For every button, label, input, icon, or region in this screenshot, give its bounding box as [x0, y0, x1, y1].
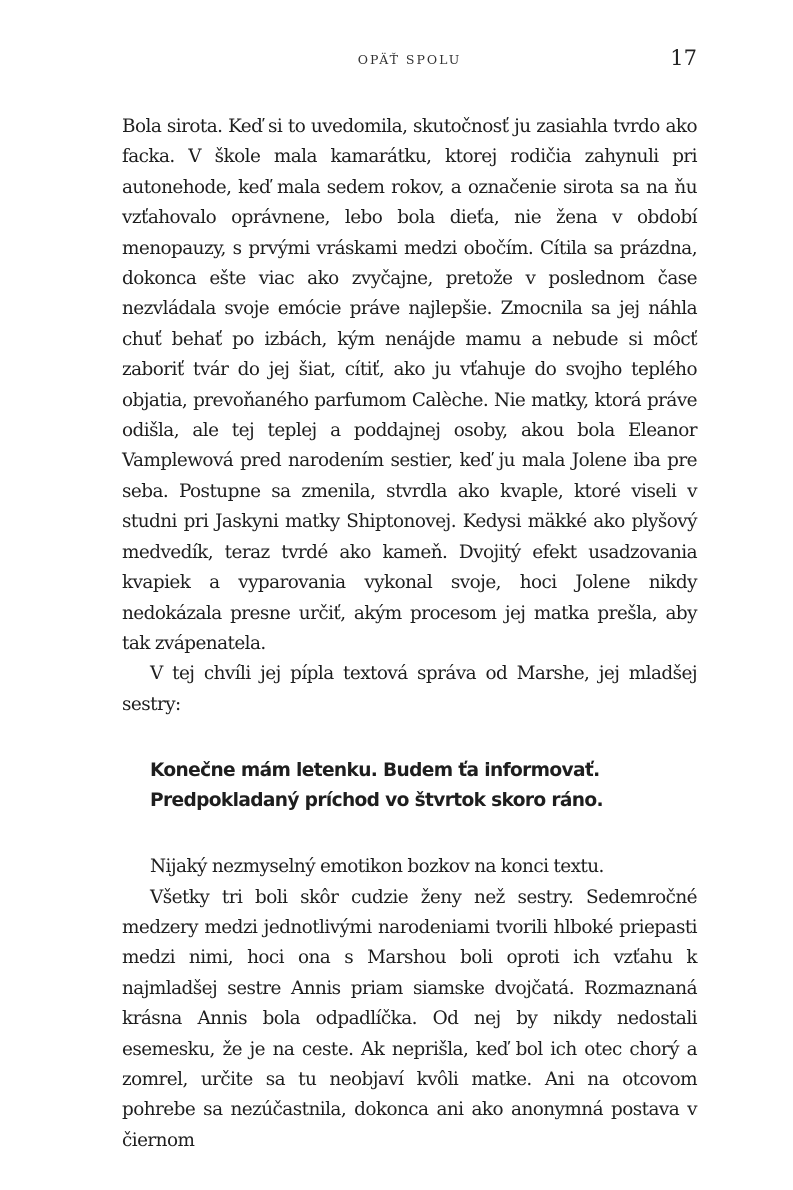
body-text [122, 112, 697, 1156]
running-title: OPÄŤ SPOLU [357, 52, 462, 67]
paragraph-1: Bola sirota. Keď si to uvedomila, skutočnosť ju zasiahla tvrdo ako facka. V škole mala kamarátku, ktorej rodičia zahynuli pri autonehode, keď mala sedem rokov, a označenie sirota sa na ňu vzťahovalo oprávnene, lebo bola dieťa, nie žena v období menopauzy, s prvými vráskami medzi obočím. Cítila sa prázdna, dokonca ešte viac ako zvyčajne, pretože v poslednom čase nezvládala svoje emócie práve najlepšie. Zmocnila sa jej náhla chuť behať po izbách, kým nenájde mamu a nebude si môcť zaboriť tvár do jej šiat, cítiť, ako ju vťahuje do svojho teplého objatia, prevoňaného parfumom Calèche. Nie matky, ktorá práve odišla, ale tej teplej a poddajnej osoby, akou bola Eleanor Vamplewová pred narodením sestier, keď ju mala Jolene iba pre seba. Postupne sa zmenila, stvrdla ako kvaple, ktoré viseli v studni pri Jaskyni matky Shiptonovej. Kedysi mäkké ako plyšový medvedík, teraz tvrdé ako kameň. Dvojitý efekt usadzovania kvapiek a vyparovania vykonal svoje, hoci Jolene nikdy nedokázala presne určiť, akým procesom jej matka prešla, aby tak zvápenatela. [122, 116, 697, 654]
paragraph-4: Všetky tri boli skôr cudzie ženy než sestry. Sedemročné medzery medzi jednotlivými narodeniami tvorili hlboké priepasti medzi nimi, hoci ona s Marshou boli oproti ich vzťahu k najmladšej sestre Annis priam siamske dvojčatá. Rozmaznaná krásna Annis bola odpadlíčka. Od nej by nikdy nedostali esemesku, že je na ceste. Ak neprišla, keď bol ich otec chorý a zomrel, určite sa tu neobjaví kvôli matke. Ani na otcovom pohrebe sa nezúčastnila, dokonca ani ako anonymná postava v čiernom [122, 886, 697, 1151]
page-number: 17 [670, 46, 697, 70]
page-header [122, 46, 697, 74]
text-message-quote: Konečne mám letenku. Budem ťa informovať. Predpokladaný príchod vo štvrtok skoro ráno. [150, 760, 603, 812]
paragraph-3: Nijaký nezmyselný emotikon bozkov na konci textu. [150, 856, 604, 878]
paragraph-2: V tej chvíli jej pípla textová správa od Marshe, jej mladšej sestry: [122, 663, 697, 715]
